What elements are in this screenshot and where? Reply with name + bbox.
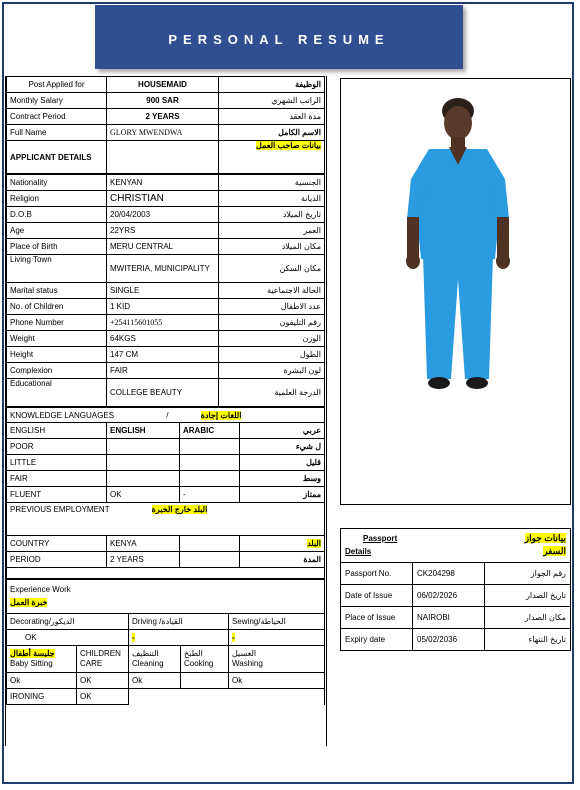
table-row: [7, 630, 325, 646]
table-row: [341, 585, 571, 607]
field-label-ar: مكان السكن: [219, 255, 325, 283]
field-label-ar: عدد الاطفال: [219, 299, 325, 315]
row-label-ar: ل شيء: [240, 439, 325, 455]
field-label-ar: رقم التليفون: [219, 315, 325, 331]
table-row: [7, 299, 325, 315]
field-label-ar: الراتب الشهري: [219, 93, 325, 109]
column-header: ARABIC: [180, 423, 240, 439]
field-label: No. of Children: [7, 299, 107, 315]
table-row: [7, 141, 325, 174]
section-heading: [7, 503, 325, 536]
table-row: [7, 689, 325, 705]
table-row: [7, 347, 325, 363]
field-label: Living Town: [7, 255, 107, 283]
cell: 05/02/2036: [413, 629, 485, 651]
table-row: [7, 331, 325, 347]
highlight-text: -: [132, 633, 135, 642]
table-row: [7, 568, 325, 579]
passport-title: Passport: [363, 534, 398, 543]
skill-label: Sewing/: [232, 617, 261, 626]
passport-heading-ar: [485, 529, 571, 563]
row-label: Date of Issue: [341, 585, 413, 607]
table-row: [341, 629, 571, 651]
skill-label: IRONING: [7, 689, 77, 705]
highlight-text: البلد: [307, 539, 322, 548]
field-label: Post Applied for: [7, 77, 107, 93]
cell: 2 YEARS: [107, 552, 180, 568]
table-row: [7, 408, 325, 423]
field-label: Marital status: [7, 283, 107, 299]
cell: [180, 455, 240, 471]
section-heading: [7, 408, 325, 423]
field-value: SINGLE: [107, 283, 219, 299]
skill-cell: [129, 614, 229, 630]
top-info-table: [6, 76, 325, 174]
skill-label: Driving: [132, 617, 157, 626]
field-label-ar: الدرجة العلمية: [219, 379, 325, 407]
table-row: [7, 614, 325, 630]
row-label-ar: [240, 536, 325, 552]
row-label: COUNTRY: [7, 536, 107, 552]
field-label: Weight: [7, 331, 107, 347]
table-row: [7, 283, 325, 299]
section-heading: APPLICANT DETAILS: [7, 141, 107, 174]
highlight-text: بيانات صاحب العمل: [256, 141, 321, 150]
skill-value: Ok: [229, 673, 325, 689]
field-label: Complexion: [7, 363, 107, 379]
skill-cell: [7, 646, 77, 673]
experience-title: Experience Work: [10, 585, 71, 594]
skill-value: OK: [7, 630, 129, 646]
field-value: MERU CENTRAL: [107, 239, 219, 255]
row-label-ar: ممتاز: [240, 487, 325, 503]
table-row: [7, 77, 325, 93]
skill-label-ar: الخياطة: [260, 617, 286, 626]
slash-text: /: [166, 410, 169, 420]
row-label: FLUENT: [7, 487, 107, 503]
skill-label: Cleaning: [132, 659, 164, 668]
field-label: Religion: [7, 191, 107, 207]
row-label-ar: وسط: [240, 471, 325, 487]
table-row: [7, 439, 325, 455]
field-value: 2 YEARS: [107, 109, 219, 125]
passport-heading: [341, 529, 485, 563]
skill-value: [229, 630, 325, 646]
spacer-row: [7, 568, 325, 579]
field-label: D.O.B: [7, 207, 107, 223]
skill-value: Ok: [7, 673, 77, 689]
table-row: [7, 363, 325, 379]
empty-cell: [180, 552, 240, 568]
table-row: [7, 423, 325, 439]
field-value: 1 KID: [107, 299, 219, 315]
table-row: [7, 552, 325, 568]
empty-cell: [229, 689, 325, 705]
field-label: Educational: [7, 379, 107, 407]
field-value: FAIR: [107, 363, 219, 379]
row-label: PERIOD: [7, 552, 107, 568]
table-row: [7, 223, 325, 239]
table-row: [341, 563, 571, 585]
employment-title: PREVIOUS EMPLOYMENT: [10, 505, 110, 514]
cell: [180, 471, 240, 487]
highlight-text: -: [232, 633, 235, 642]
row-label-ar: تاريخ النتهاء: [485, 629, 571, 651]
details-table: [6, 174, 325, 407]
skill-cell: [229, 646, 325, 673]
title-banner: PERSONAL RESUME: [95, 5, 463, 69]
cell: -: [180, 487, 240, 503]
skill-cell: [181, 646, 229, 673]
column-header: عربي: [240, 423, 325, 439]
languages-table: [6, 407, 325, 579]
row-label: FAIR: [7, 471, 107, 487]
skill-cell: CHILDREN CARE: [77, 646, 129, 673]
row-label-ar: المدة: [240, 552, 325, 568]
row-label-ar: تاريخ الصدار: [485, 585, 571, 607]
table-row: [7, 379, 325, 407]
table-row: [341, 607, 571, 629]
candidate-photo: [341, 79, 570, 504]
field-value: MWITERIA, MUNICIPALITY: [107, 255, 219, 283]
field-value: 20/04/2003: [107, 207, 219, 223]
field-value: COLLEGE BEAUTY: [107, 379, 219, 407]
empty-cell: [129, 689, 181, 705]
row-label: POOR: [7, 439, 107, 455]
empty-cell: [181, 689, 229, 705]
skill-label: Decorating/: [10, 617, 51, 626]
field-label: Height: [7, 347, 107, 363]
highlight-text: السفر: [543, 546, 567, 556]
skill-value: Ok: [129, 673, 181, 689]
field-value: 900 SAR: [107, 93, 219, 109]
table-row: [7, 503, 325, 536]
passport-table: [340, 528, 571, 651]
section-heading: [7, 580, 325, 614]
skill-label: Washing: [232, 659, 263, 668]
table-row: [341, 529, 571, 563]
row-label-ar: رقم الجواز: [485, 563, 571, 585]
skill-cell: [229, 614, 325, 630]
table-row: [7, 207, 325, 223]
field-label-ar: الجنسية: [219, 175, 325, 191]
skill-cell: [7, 614, 129, 630]
field-value: HOUSEMAID: [107, 77, 219, 93]
languages-title: KNOWLEDGE LANGUAGES: [10, 410, 115, 420]
row-label: LITTLE: [7, 455, 107, 471]
table-row: [7, 109, 325, 125]
resume-main: [5, 76, 327, 746]
table-row: [7, 191, 325, 207]
skill-cell: [129, 646, 181, 673]
cell: 06/02/2026: [413, 585, 485, 607]
section-heading-ar: [219, 141, 325, 174]
empty-cell: [107, 141, 219, 174]
field-label: Full Name: [7, 125, 107, 141]
field-label-ar: الحالة الاجتماعية: [219, 283, 325, 299]
cell: [107, 471, 180, 487]
table-row: [7, 93, 325, 109]
experience-title-ar: خبرة العمل: [10, 598, 48, 607]
skill-value: [181, 673, 229, 689]
field-value: GLORY MWENDWA: [107, 125, 219, 141]
field-value: +254115601055: [107, 315, 219, 331]
passport-title: Details: [345, 547, 372, 556]
skill-label: Cooking: [184, 659, 214, 668]
field-value: 22YRS: [107, 223, 219, 239]
table-row: [7, 125, 325, 141]
field-value: KENYAN: [107, 175, 219, 191]
field-label: Age: [7, 223, 107, 239]
skill-value: [129, 630, 229, 646]
table-row: [7, 315, 325, 331]
field-label: Monthly Salary: [7, 93, 107, 109]
table-row: [7, 455, 325, 471]
languages-title-ar: اللغات إجادة: [200, 410, 242, 420]
table-row: [7, 646, 325, 673]
skill-value: OK: [77, 689, 129, 705]
employment-title-ar: البلد خارج الخبرة: [151, 505, 208, 514]
field-label: Nationality: [7, 175, 107, 191]
field-value: 64KGS: [107, 331, 219, 347]
row-label: Place of Issue: [341, 607, 413, 629]
photo-frame: [340, 78, 571, 505]
highlight-text: بيانات جواز: [524, 533, 567, 543]
cell: [180, 439, 240, 455]
cell: CK204298: [413, 563, 485, 585]
cell: OK: [107, 487, 180, 503]
column-header: ENGLISH: [107, 423, 180, 439]
table-row: [7, 471, 325, 487]
table-row: [7, 580, 325, 614]
field-label: Phone Number: [7, 315, 107, 331]
field-value: CHRISTIAN: [107, 191, 219, 207]
cell: NAIROBI: [413, 607, 485, 629]
field-label-ar: الوظيفة: [219, 77, 325, 93]
cell: [107, 455, 180, 471]
field-label-ar: لون البشرة: [219, 363, 325, 379]
experience-table: [6, 579, 325, 705]
row-label-ar: قليل: [240, 455, 325, 471]
table-row: [7, 536, 325, 552]
field-label-ar: العمر: [219, 223, 325, 239]
table-row: [7, 255, 325, 283]
field-label-ar: الطول: [219, 347, 325, 363]
skill-label-ar: الغسيل: [232, 649, 257, 658]
field-label-ar: مكان الميلاد: [219, 239, 325, 255]
skill-value: OK: [77, 673, 129, 689]
empty-cell: [180, 536, 240, 552]
row-label: Passport No.: [341, 563, 413, 585]
skill-label-ar: /القيادة: [159, 617, 183, 626]
table-row: [7, 673, 325, 689]
row-label-ar: مكان الصدار: [485, 607, 571, 629]
skill-label-ar: التنظيف: [132, 649, 159, 658]
field-label-ar: تاريخ الميلاد: [219, 207, 325, 223]
field-label-ar: مدة العقد: [219, 109, 325, 125]
field-label: Place of Birth: [7, 239, 107, 255]
skill-label-ar: الديكور: [50, 617, 75, 626]
skill-label: Baby Sitting: [10, 659, 53, 668]
table-row: [7, 239, 325, 255]
cell: [107, 439, 180, 455]
field-label-ar: الديانة: [219, 191, 325, 207]
skill-label-ar: الطبخ: [184, 649, 203, 658]
field-label-ar: الوزن: [219, 331, 325, 347]
column-header: ENGLISH: [7, 423, 107, 439]
field-label-ar: الاسم الكامل: [219, 125, 325, 141]
field-label: Contract Period: [7, 109, 107, 125]
skill-label-ar: جليسة أطفال: [10, 649, 55, 658]
field-value: 147 CM: [107, 347, 219, 363]
row-label: Expiry date: [341, 629, 413, 651]
table-row: [7, 175, 325, 191]
cell: KENYA: [107, 536, 180, 552]
table-row: [7, 487, 325, 503]
